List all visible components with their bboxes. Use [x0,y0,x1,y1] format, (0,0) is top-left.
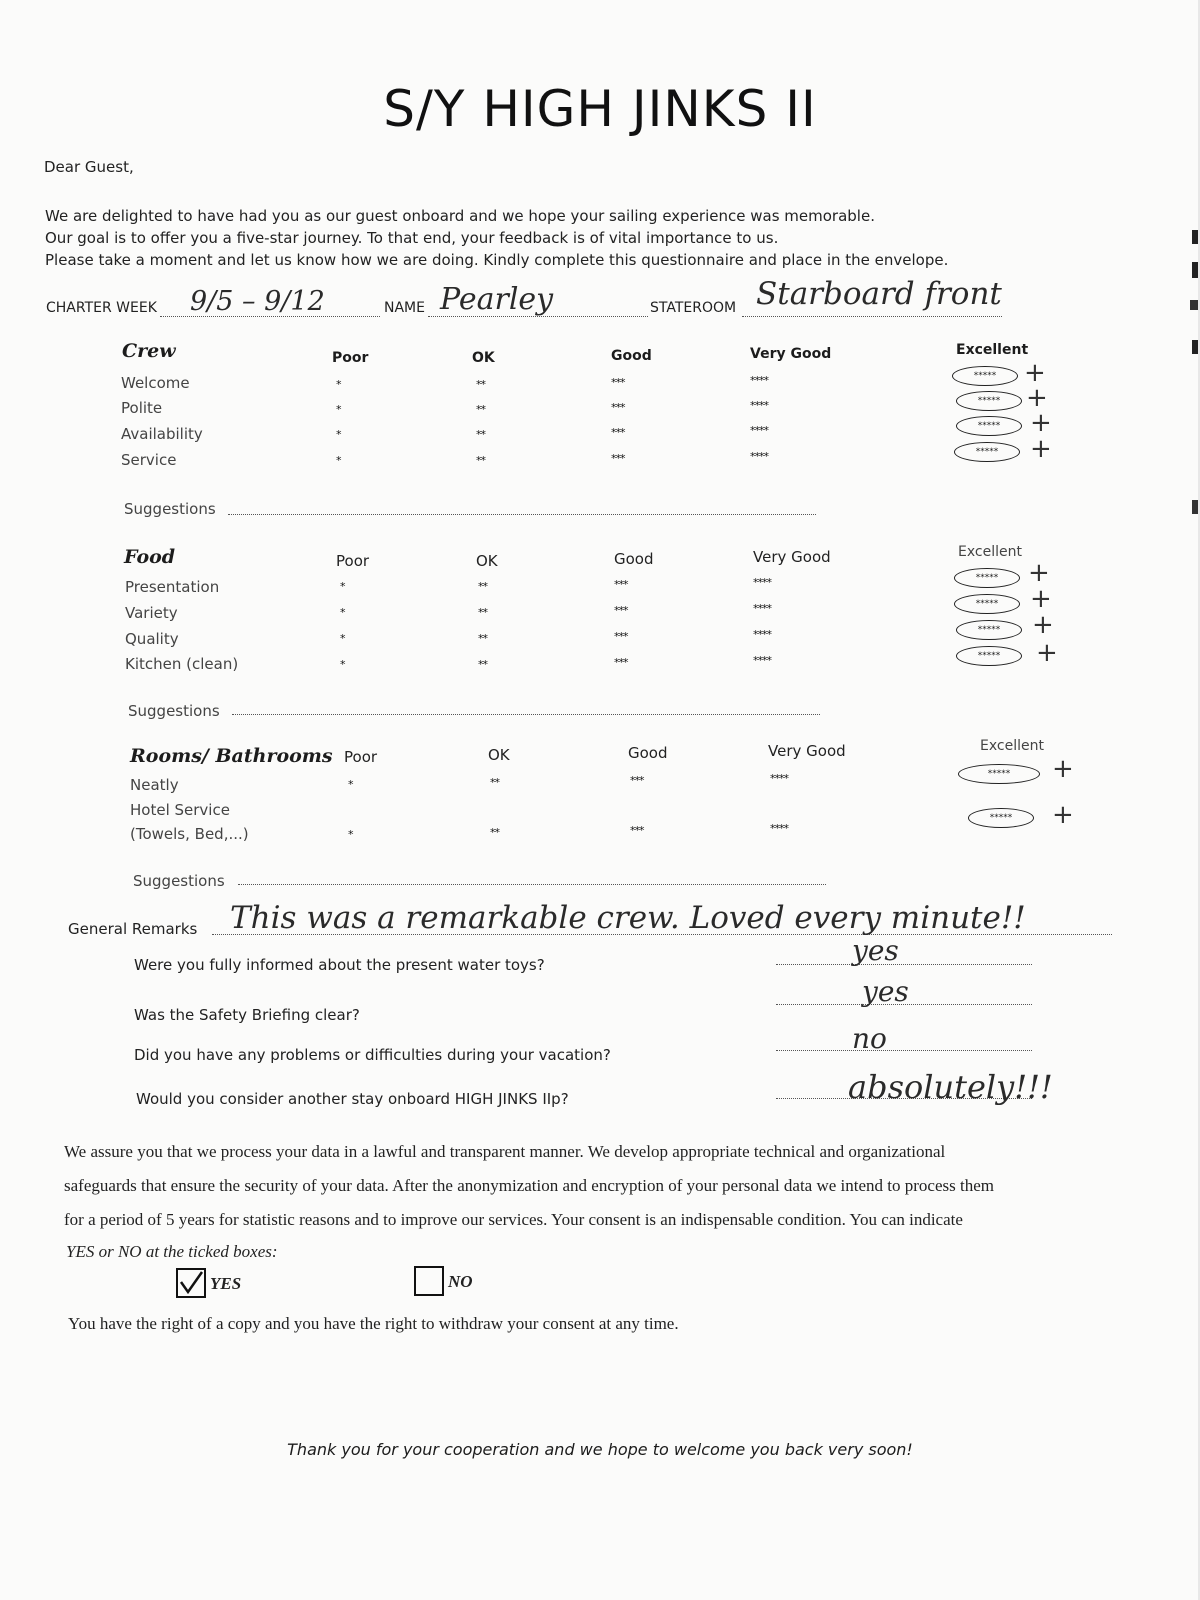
star-option-very-good[interactable]: **** [750,424,768,437]
star-option-ok[interactable]: ** [476,454,485,467]
consent-no-checkbox[interactable] [414,1266,444,1296]
consent-yes-checkbox[interactable] [176,1268,206,1298]
star-option-very-good[interactable]: **** [770,772,788,785]
rooms-section-title: Rooms/ Bathrooms [130,745,333,767]
header-poor: Poor [336,552,370,570]
selected-excellent-circle[interactable]: ***** [952,366,1018,386]
intro-text [45,205,948,271]
question-safety-briefing: Was the Safety Briefing clear? [134,1006,360,1024]
star-option-good[interactable]: *** [630,824,644,837]
answer-dots [776,1050,1032,1051]
selected-excellent-circle[interactable]: ***** [958,764,1040,784]
star-option-ok[interactable]: ** [478,580,487,593]
star-option-poor[interactable]: * [336,454,341,467]
star-option-ok[interactable]: ** [490,776,499,789]
plus-mark: + [1052,800,1074,830]
header-ok: OK [476,552,498,570]
star-option-good[interactable]: *** [611,401,625,414]
privacy-line: for a period of 5 years for statistic reasons and to improve our services. Your consent is an indispensable condition. You can indicate [64,1210,963,1229]
header-excellent: Excellent [956,342,1029,358]
plus-mark: + [1028,558,1050,588]
header-very-good: Very Good [768,742,846,760]
plus-mark: + [1026,383,1048,413]
crew-row-label: Availability [121,425,203,443]
plus-mark: + [1024,358,1046,388]
general-remarks-label: General Remarks [68,920,198,938]
question-water-toys: Were you fully informed about the present water toys? [134,956,545,974]
greeting: Dear Guest, [44,158,134,176]
plus-mark: + [1030,408,1052,438]
selected-excellent-circle[interactable]: ***** [954,442,1020,462]
intro-line: Our goal is to offer you a five-star journey. To that end, your feedback is of vital importance to us. [45,229,779,247]
food-row-label: Presentation [125,578,220,596]
answer-another-stay[interactable]: absolutely!!! [848,1068,1053,1106]
selected-excellent-circle[interactable]: ***** [954,594,1020,614]
plus-mark: + [1030,434,1052,464]
star-option-very-good[interactable]: **** [753,602,771,615]
suggestions-label: Suggestions [124,500,216,518]
star-option-very-good[interactable]: **** [750,374,768,387]
intro-line: We are delighted to have had you as our guest onboard and we hope your sailing experience was memorable. [45,207,875,225]
form-title: S/Y HIGH JINKS II [383,80,817,138]
suggestions-field[interactable] [238,884,826,885]
selected-excellent-circle[interactable]: ***** [968,808,1034,828]
star-option-good[interactable]: *** [611,376,625,389]
star-option-poor[interactable]: * [348,828,353,841]
stateroom-field[interactable]: Starboard front [756,276,1002,312]
rooms-row-label: Hotel Service [130,801,230,819]
rooms-row-label: (Towels, Bed,...) [130,825,249,843]
plus-mark: + [1032,610,1054,640]
stateroom-label: STATEROOM [650,300,737,316]
star-option-good[interactable]: *** [611,426,625,439]
header-ok: OK [472,350,495,366]
header-ok: OK [488,746,510,764]
star-option-poor[interactable]: * [336,403,341,416]
plus-mark: + [1030,584,1052,614]
name-label: NAME [384,300,425,316]
star-option-good[interactable]: *** [630,774,644,787]
question-another-stay: Would you consider another stay onboard HIGH JINKS IIp? [136,1090,569,1108]
header-excellent: Excellent [958,544,1022,560]
answer-dots [776,964,1032,965]
star-option-very-good[interactable]: **** [753,654,771,667]
crew-row-label: Service [121,451,177,469]
consent-yes-label: YES [210,1274,242,1293]
star-option-poor[interactable]: * [348,778,353,791]
star-option-poor[interactable]: * [340,580,345,593]
stateroom-dots [742,316,1002,317]
header-very-good: Very Good [753,548,831,566]
checkmark-icon [178,1270,204,1296]
crew-row-label: Welcome [121,374,190,392]
name-field[interactable]: Pearley [440,282,554,317]
charter-week-field[interactable]: 9/5 – 9/12 [190,286,325,317]
intro-line: Please take a moment and let us know how we are doing. Kindly complete this questionnaire and place in the envelope. [45,251,949,269]
crew-section-title: Crew [122,340,176,362]
privacy-line: safeguards that ensure the security of your data. After the anonymization and encryption of your personal data we intend to process them [64,1176,994,1195]
selected-excellent-circle[interactable]: ***** [956,416,1022,436]
footer-thanks: Thank you for your cooperation and we hope to welcome you back very soon! [287,1440,913,1459]
answer-safety-briefing[interactable]: yes [862,975,909,1008]
privacy-line: We assure you that we process your data in a lawful and transparent manner. We develop appropriate technical and organizational [64,1142,946,1161]
star-option-ok[interactable]: ** [490,826,499,839]
plus-mark: + [1052,754,1074,784]
privacy-copy-line: You have the right of a copy and you have the right to withdraw your consent at any time. [68,1314,679,1333]
privacy-line: YES or NO at the ticked boxes: [66,1242,278,1261]
suggestions-field[interactable] [228,514,816,515]
header-poor: Poor [344,748,378,766]
rooms-row-label: Neatly [130,776,179,794]
star-option-very-good[interactable]: **** [770,822,788,835]
star-option-poor[interactable]: * [340,606,345,619]
scan-edge-marks [1178,0,1200,1600]
selected-excellent-circle[interactable]: ***** [956,391,1022,411]
star-option-ok[interactable]: ** [476,403,485,416]
star-option-poor[interactable]: * [340,632,345,645]
selected-excellent-circle[interactable]: ***** [956,646,1022,666]
consent-no-label: NO [448,1272,473,1291]
star-option-ok[interactable]: ** [478,658,487,671]
header-excellent: Excellent [980,738,1044,754]
header-good: Good [611,348,652,364]
suggestions-field[interactable] [232,714,820,715]
star-option-ok[interactable]: ** [476,428,485,441]
header-good: Good [614,550,654,568]
star-option-poor[interactable]: * [336,378,341,391]
star-option-ok[interactable]: ** [478,632,487,645]
selected-excellent-circle[interactable]: ***** [954,568,1020,588]
star-option-good[interactable]: *** [614,630,628,643]
answer-problems[interactable]: no [852,1022,887,1055]
star-option-very-good[interactable]: **** [753,628,771,641]
star-option-good[interactable]: *** [614,656,628,669]
star-option-ok[interactable]: ** [476,378,485,391]
suggestions-label: Suggestions [128,702,220,720]
star-option-good[interactable]: *** [611,452,625,465]
header-very-good: Very Good [750,346,832,362]
star-option-good[interactable]: *** [614,578,628,591]
food-row-label: Quality [125,630,179,648]
answer-water-toys[interactable]: yes [852,934,899,967]
star-option-poor[interactable]: * [340,658,345,671]
suggestions-label: Suggestions [133,872,225,890]
star-option-very-good[interactable]: **** [750,399,768,412]
header-good: Good [628,744,668,762]
food-row-label: Variety [125,604,178,622]
plus-mark: + [1036,638,1058,668]
star-option-very-good[interactable]: **** [750,450,768,463]
food-row-label: Kitchen (clean) [125,655,239,673]
crew-row-label: Polite [121,399,163,417]
star-option-poor[interactable]: * [336,428,341,441]
star-option-very-good[interactable]: **** [753,576,771,589]
food-section-title: Food [124,546,176,568]
general-remarks-field[interactable]: This was a remarkable crew. Loved every minute!! [230,900,1026,936]
star-option-ok[interactable]: ** [478,606,487,619]
charter-week-label: CHARTER WEEK [46,300,157,316]
question-problems: Did you have any problems or difficulties during your vacation? [134,1046,611,1064]
header-poor: Poor [332,350,369,366]
star-option-good[interactable]: *** [614,604,628,617]
selected-excellent-circle[interactable]: ***** [956,620,1022,640]
